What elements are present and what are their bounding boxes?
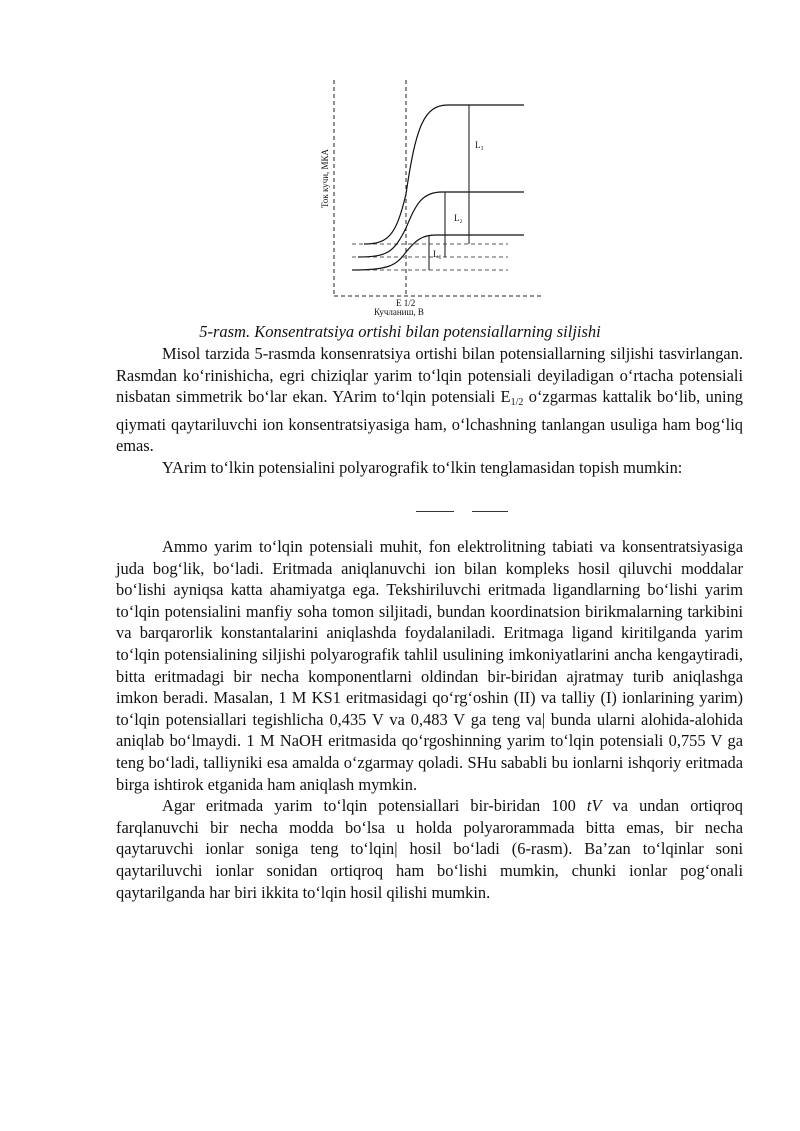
italic-text: tV — [586, 796, 602, 816]
text-block-2 — [116, 536, 743, 903]
paragraph — [116, 343, 743, 457]
fraction-bar — [416, 511, 454, 512]
curve-label-l3: L₃ — [475, 140, 484, 150]
paragraph: YArim to‘lkin potensialini polyarografik to‘lkin tenglamasidan topish mumkin: — [162, 457, 683, 477]
paragraph-text: va undan ortiqroq farqlanuvchi bir necha modda bo‘lsa u holda polyarorammada bitta emas, bir necha qaytaruvchi ionlar soniga teng to‘lqin| hosil bo‘ladi (6-rasm). Ba’zan to‘lqinlar soni qaytariluvchi ionlar sonidan ortiqroq ham bo‘lishi mumkin, chunki ionlar pog‘onali qaytarilganda har biri ikkita to‘lqin hosil qilishi mumkin. — [116, 796, 744, 902]
figure-caption: 5-rasm. Konsentratsiya ortishi bilan potensiallarning siljishi — [199, 322, 601, 341]
y-axis-label: Ток кучи, МКА — [320, 148, 330, 208]
fraction-bar — [472, 511, 508, 512]
paragraph-text: Misol tarzida 5-rasmda konsenratsiya ortishi bilan potensiallarning siljishi tasvirlangan. Rasmdan ko‘rinishicha, egri chiziqlar yarim to‘lqin potensiali deyiladigan o‘rtacha potensiali nisbatan simmetrik bo‘lar ekan. YArim to‘lqin potensiali E — [116, 344, 743, 407]
paragraph — [116, 795, 743, 903]
paragraph-text: Agar eritmada yarim to‘lqin potensiallari bir-biridan 100 — [162, 796, 587, 816]
paragraph-text: o‘zgarmas kattalik bo‘lib, uning qiymati qaytariluvchi ion konsentratsiyasiga ham, o‘lchashning tanlangan usuliga ham bog‘liq emas. — [116, 387, 743, 456]
curve-label-l1: L₁ — [433, 249, 442, 259]
paragraph: Ammo yarim to‘lqin potensiali muhit, fon elektrolitning tabiati va konsentratsiyasiga juda bog‘lik, bo‘ladi. Eritmada aniqlanuvchi ion bilan kompleks hosil qiluvchi moddalar bo‘lishi ayniqsa katta ahamiyatga ega. Tekshiriluvchi eritmada ligandlarning bo‘lishi yarim to‘lqin potensialini manfiy soha tomon siljitadi, bundan koordinatsion birikmalarning tarkibini va barqarorlik konstantalarini aniqlashda foydalaniladi. Eritmaga ligand kiritilganda yarim to‘lqin potensialining siljishi polyarografik tahlil usulining imkoniyatlarini ancha kengaytiradi, bitta eritmadagi bir necha komponentlarni oldindan bir-biridan ajratmay turib aniqlashga imkon beradi. Masalan, 1 M KS1 eritmasidagi qo‘rg‘oshin (II) va talliy (I) ionlarining yarim) to‘lqin potensiallari tegishlicha 0,435 V va 0,483 V ga teng va| bunda ularni alohida-alohida aniqlab bo‘lmaydi. 1 M NaOH eritmasida qo‘rgoshinning yarim to‘lqin potensiali 0,755 V ga teng bo‘ladi, talliyniki esa amalda o‘zgarmay qoladi. SHu sababli bu ionlarni ishqoriy eritmada birga ishtirok etganida ham aniqlash mymkin. — [116, 537, 743, 794]
subscript: 1/2 — [510, 397, 524, 409]
formula-placeholder — [0, 499, 800, 519]
half-wave-label: E 1/2 — [396, 298, 416, 308]
curve-label-l2: L₂ — [454, 213, 463, 223]
polarogram-svg — [318, 76, 550, 320]
curve-l2 — [358, 192, 524, 257]
polarogram-figure — [318, 76, 550, 320]
text-block-1 — [116, 343, 743, 479]
x-axis-label: Кучланиш, В — [374, 307, 424, 317]
curve-l3 — [364, 105, 524, 244]
